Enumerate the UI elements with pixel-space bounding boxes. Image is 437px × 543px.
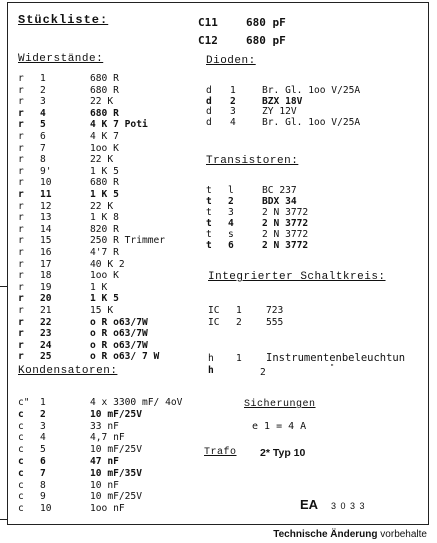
parts-list-frame: Stückliste: Widerstände: r 1 680 R r 2 680 R r 3 22 K r 4 680 R r 5 4 K 7 Poti r 6 4 K 7 r 7 1oo K r 8 22 K r 9' 1 K 5 r 10 680 R r 11 1 K 5 r 12 22 K r 13 1 K 8 r 14 820 R r 15 250 R Trimmer r 16 4'7 R r 17 40 K 2 r 18 1oo K r 19 1 K r 20 1 K 5 r 21 15 K r 22 o R o63/7W r 23 o R o63/7W r 24 o R o63/7W r 25 o R o63/ 7 W Kondensatoren: c" 1 4 x 3300 mF/ 4oV c 2 10 mF/25V c 3 33 nF c 4 4,7 nF c 5 10 mF/25V c 6 47 nF c 7 10 mF/35V c 8 10 nF c 9 10 mF/25V c 10 1oo nF C11 680 pF C12 680 pF Dioden: d 1 Br. Gl. 1oo V/25A d 2 BZX 18V d 3 ZY 12V d 4 Br. Gl. 1oo V/25A Transistoren: t l BC 237 t 2 BDX 34 t 3 2 N 3772 t 4 2 N 3772 t s 2 N 3772 t 6 2 N 3772 Integrierter Schaltkreis: IC 1 723 IC 2 555 h 1 Instrumentenbeleuchtun h 2 " Sicherungen e 1 = 4 A Trafo 2* Typ 10 EA 3 0 3 3	[7, 2, 429, 525]
resistor-ref: r	[18, 281, 24, 293]
capacitor-num: 2	[40, 408, 46, 420]
resistor-value: o R o63/7W	[90, 339, 148, 351]
diode-ref: d	[206, 95, 212, 107]
ic-value: 555	[266, 317, 284, 328]
resistor-value: 680 R	[90, 73, 119, 84]
transistor-value: 2 N 3772	[262, 218, 309, 229]
transistor-num: 4	[228, 218, 234, 229]
diode-num: 4	[230, 116, 236, 128]
diode-num: 3	[230, 106, 236, 117]
resistor-ref: r	[18, 223, 24, 235]
resistor-num: 6	[40, 131, 46, 142]
resistor-ref: r	[18, 351, 24, 363]
transistor-value: 2 N 3772	[262, 229, 309, 240]
diode-value: BZX 18V	[262, 95, 303, 107]
resistor-ref: r	[18, 247, 24, 258]
resistor-value: o R o63/ 7 W	[90, 351, 160, 363]
transistor-num: 6	[228, 240, 234, 251]
resistor-value: 1 K	[90, 281, 108, 293]
diode-value: Br. Gl. 1oo V/25A	[262, 116, 361, 128]
diodes-heading: Dioden:	[206, 55, 256, 67]
resistor-value: 40 K 2	[90, 258, 125, 270]
capacitor-value: 10 mF/25V	[90, 491, 142, 503]
transistor-num: s	[228, 229, 234, 240]
ic-ref: IC	[208, 317, 220, 328]
capacitor-num: 5	[40, 444, 46, 456]
capacitor-value: 10 mF/35V	[90, 467, 142, 479]
transistor-value: BC 237	[262, 185, 297, 196]
capacitor-value: 10 nF	[90, 479, 119, 491]
capacitor-ref: c	[18, 420, 24, 432]
transistor-ref: t	[206, 240, 212, 251]
resistor-value: 1 K 5	[90, 165, 119, 177]
resistor-num: 17	[40, 258, 52, 270]
resistor-ref: r	[18, 235, 24, 247]
diode-num: 1	[230, 85, 236, 96]
resistor-value: 22 K	[90, 200, 114, 212]
resistor-num: 23	[40, 328, 52, 340]
ea-label: EA	[300, 497, 319, 512]
resistor-value: 4 K 7	[90, 131, 119, 142]
diode-ref: d	[206, 116, 212, 128]
resistor-value: 1oo K	[90, 270, 119, 282]
capacitor-ref: c	[18, 479, 24, 491]
capacitor-ref: c	[18, 456, 24, 467]
transformer-value: 2* Typ 10	[260, 447, 306, 459]
resistor-ref: r	[18, 189, 24, 200]
resistor-ref: r	[18, 73, 24, 84]
fuse-value: e 1 = 4 A	[252, 421, 307, 432]
resistor-value: 680 R	[90, 177, 119, 189]
diode-ref: d	[206, 106, 212, 117]
resistor-ref: r	[18, 107, 24, 119]
resistor-ref: r	[18, 84, 24, 96]
capacitor-value: 10 mF/25V	[90, 408, 142, 420]
resistor-num: 12	[40, 200, 52, 212]
capacitor-ref: c	[18, 444, 24, 456]
resistor-ref: r	[18, 119, 24, 131]
ic-num: 2	[236, 317, 242, 328]
resistor-ref: r	[18, 316, 24, 328]
capacitor-ref: c	[18, 432, 24, 444]
ic-num: 1	[236, 305, 242, 316]
resistor-ref: r	[18, 96, 24, 108]
resistor-num: 16	[40, 247, 52, 258]
resistor-value: 680 R	[90, 84, 119, 96]
diode-value: Br. Gl. 1oo V/25A	[262, 85, 361, 96]
diode-value: ZY 12V	[262, 106, 297, 117]
resistor-num: 11	[40, 189, 52, 200]
capacitor-value: 1oo nF	[90, 503, 125, 515]
resistor-value: 1 K 8	[90, 212, 119, 224]
ea-number: 3 0 3 3	[331, 501, 366, 511]
capacitor-ref: c	[18, 467, 24, 479]
resistor-num: 13	[40, 212, 52, 224]
resistor-value: 1oo K	[90, 142, 119, 154]
resistor-value: 15 K	[90, 305, 114, 316]
transistors-heading: Transistoren:	[206, 155, 299, 167]
resistor-ref: r	[18, 131, 24, 142]
transistor-ref: t	[206, 185, 212, 196]
resistor-num: 22	[40, 316, 52, 328]
capacitor-num: 9	[40, 491, 46, 503]
frame-tick	[0, 286, 8, 287]
capacitor-value: 47 nF	[90, 456, 119, 467]
capacitors-heading: Kondensatoren:	[18, 365, 118, 377]
capacitor-value: 4 x 3300 mF/ 4oV	[90, 397, 183, 408]
transistor-num: l	[228, 185, 234, 196]
ic-ref: IC	[208, 305, 220, 316]
resistor-num: 24	[40, 339, 52, 351]
resistor-num: 14	[40, 223, 52, 235]
resistor-ref: r	[18, 212, 24, 224]
transistor-ref: t	[206, 207, 212, 218]
transistor-value: 2 N 3772	[262, 207, 309, 218]
resistor-num: 20	[40, 293, 52, 305]
resistor-num: 10	[40, 177, 52, 189]
resistor-num: 9'	[40, 165, 52, 177]
resistor-num: 19	[40, 281, 52, 293]
resistor-num: 3	[40, 96, 46, 108]
capacitor-num: 1	[40, 397, 46, 408]
resistor-value: o R o63/7W	[90, 328, 148, 340]
capacitor-value: 4,7 nF	[90, 432, 125, 444]
resistor-ref: r	[18, 328, 24, 340]
capacitor-num: 10	[40, 503, 52, 515]
resistor-num: 21	[40, 305, 52, 316]
ic-heading: Integrierter Schaltkreis:	[208, 271, 386, 283]
transistor-num: 3	[228, 207, 234, 218]
diode-num: 2	[230, 95, 236, 107]
resistor-num: 8	[40, 154, 46, 166]
resistor-num: 25	[40, 351, 52, 363]
resistor-ref: r	[18, 293, 24, 305]
resistor-num: 2	[40, 84, 46, 96]
resistor-num: 7	[40, 142, 46, 154]
resistor-ref: r	[18, 270, 24, 282]
fuses-heading: Sicherungen	[244, 399, 316, 410]
resistor-ref: r	[18, 200, 24, 212]
resistor-num: 4	[40, 107, 46, 119]
resistor-num: 5	[40, 119, 46, 131]
resistor-value: 22 K	[90, 154, 114, 166]
ic-value: 723	[266, 305, 284, 316]
capacitor-num: 4	[40, 432, 46, 444]
resistor-value: 1 K 5	[90, 189, 119, 200]
resistor-value: 1 K 5	[90, 293, 119, 305]
resistor-num: 1	[40, 73, 46, 84]
capacitor-ref: c	[18, 503, 24, 515]
transistor-value: 2 N 3772	[262, 240, 309, 251]
resistor-ref: r	[18, 258, 24, 270]
capacitor-num: 3	[40, 420, 46, 432]
capacitor-num: 6	[40, 456, 46, 467]
resistor-value: 4'7 R	[90, 247, 119, 258]
capacitor-value: 10 mF/25V	[90, 444, 142, 456]
page-title: Stückliste:	[18, 13, 109, 27]
footer-note: Technische Änderung vorbehalte	[273, 529, 427, 540]
transformer-heading: Trafo	[204, 447, 237, 458]
resistor-value: 250 R Trimmer	[90, 235, 166, 247]
resistor-value: 680 R	[90, 107, 119, 119]
transistor-num: 2	[228, 196, 234, 207]
capacitor-ref: c	[18, 408, 24, 420]
resistor-value: o R o63/7W	[90, 316, 148, 328]
resistor-value: 4 K 7 Poti	[90, 119, 148, 131]
resistor-num: 15	[40, 235, 52, 247]
resistor-num: 18	[40, 270, 52, 282]
capacitor-num: 7	[40, 467, 46, 479]
capacitor-num: 8	[40, 479, 46, 491]
capacitor-ref: c"	[18, 397, 30, 408]
resistor-ref: r	[18, 142, 24, 154]
transistor-ref: t	[206, 196, 212, 207]
transistor-ref: t	[206, 218, 212, 229]
resistors-heading: Widerstände:	[18, 53, 104, 65]
frame-tick	[0, 519, 8, 520]
diode-ref: d	[206, 85, 212, 96]
resistor-ref: r	[18, 305, 24, 316]
resistor-ref: r	[18, 154, 24, 166]
resistor-value: 820 R	[90, 223, 119, 235]
resistor-ref: r	[18, 177, 24, 189]
transistor-value: BDX 34	[262, 196, 297, 207]
transistor-ref: t	[206, 229, 212, 240]
capacitor-value: 33 nF	[90, 420, 119, 432]
capacitor-ref: c	[18, 491, 24, 503]
resistor-ref: r	[18, 339, 24, 351]
resistor-value: 22 K	[90, 96, 114, 108]
resistor-ref: r	[18, 165, 24, 177]
